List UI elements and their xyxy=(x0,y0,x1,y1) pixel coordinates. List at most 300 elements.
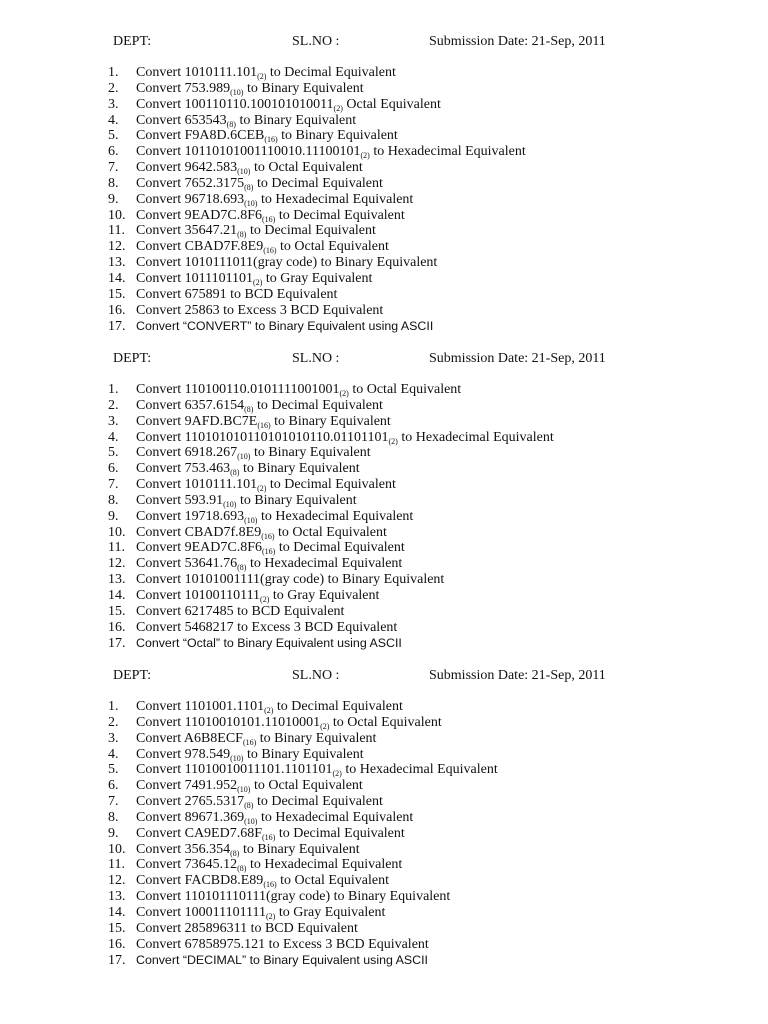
question-number: 4. xyxy=(108,746,119,762)
question-item xyxy=(0,509,768,525)
question-text xyxy=(136,826,405,842)
radix-subscript: (2) xyxy=(332,769,342,779)
question-item xyxy=(0,857,768,873)
question-number: 11. xyxy=(108,540,125,556)
question-number: 16. xyxy=(108,302,126,318)
question-text xyxy=(136,953,428,969)
question-text-part: to Hexadecimal Equivalent xyxy=(246,556,403,572)
radix-subscript: (16) xyxy=(262,832,276,842)
question-item xyxy=(0,810,768,826)
question-text-part: to Octal Equivalent xyxy=(250,160,363,176)
question-number: 2. xyxy=(108,80,119,96)
question-number: 5. xyxy=(108,128,119,144)
question-number: 11. xyxy=(108,857,125,873)
question-text xyxy=(136,905,385,921)
question-text-part: Convert 10101001111(gray code) to Binary Equivalent xyxy=(136,572,445,588)
question-text-part: to Hexadecimal Equivalent xyxy=(257,809,414,825)
question-item xyxy=(0,620,768,636)
question-item xyxy=(0,398,768,414)
radix-subscript: (16) xyxy=(262,547,276,557)
question-item xyxy=(0,477,768,493)
question-text-part: to Octal Equivalent xyxy=(276,873,389,889)
question-text xyxy=(136,160,363,176)
question-text-part: to Decimal Equivalent xyxy=(275,825,405,841)
question-item xyxy=(0,921,768,937)
question-text-part: to Decimal Equivalent xyxy=(273,699,403,714)
worksheet-section-1 xyxy=(0,33,768,334)
question-text-part: Convert 110101010110101010110.01101101 xyxy=(136,429,389,445)
question-text-part: to Decimal Equivalent xyxy=(266,65,396,80)
question-number: 14. xyxy=(108,587,126,603)
radix-subscript: (8) xyxy=(230,848,240,858)
question-number: 14. xyxy=(108,270,126,286)
question-list xyxy=(0,699,768,968)
question-text xyxy=(136,192,413,208)
question-text xyxy=(136,762,498,778)
question-number: 6. xyxy=(108,461,119,477)
question-number: 1. xyxy=(108,699,119,714)
radix-subscript: (2) xyxy=(320,721,330,731)
question-item xyxy=(0,699,768,715)
question-text-part: to Binary Equivalent xyxy=(243,746,364,762)
question-number: 1. xyxy=(108,65,119,80)
question-text-part: Convert 1010111011(gray code) to Binary Equivalent xyxy=(136,255,438,271)
question-number: 5. xyxy=(108,445,119,461)
question-item xyxy=(0,160,768,176)
question-text xyxy=(136,65,396,81)
section-header xyxy=(0,350,768,368)
radix-subscript: (2) xyxy=(266,911,276,921)
question-text xyxy=(136,430,554,446)
radix-subscript: (16) xyxy=(262,214,276,224)
question-item xyxy=(0,192,768,208)
question-text xyxy=(136,810,413,826)
question-number: 2. xyxy=(108,397,119,413)
question-item xyxy=(0,794,768,810)
submission-date: Submission Date: 21-Sep, 2011 xyxy=(429,668,606,683)
question-text xyxy=(136,509,413,525)
question-text xyxy=(136,477,396,493)
question-text xyxy=(136,525,387,541)
question-number: 10. xyxy=(108,207,126,223)
question-text xyxy=(136,731,376,747)
question-text-part: Convert 19718.693 xyxy=(136,508,245,524)
question-text xyxy=(136,636,402,652)
radix-subscript: (10) xyxy=(244,515,258,525)
radix-subscript: (8) xyxy=(226,119,236,129)
question-text-part: Convert 110101110111(gray code) to Binary Equivalent xyxy=(136,889,451,905)
question-number: 17. xyxy=(108,318,126,334)
question-text-part: Convert 67858975.121 to Excess 3 BCD Equivalent xyxy=(136,936,429,952)
question-item xyxy=(0,445,768,461)
question-number: 17. xyxy=(108,635,126,651)
radix-subscript: (10) xyxy=(230,753,244,763)
question-text-part: Convert 1101001.1101 xyxy=(136,699,265,714)
question-number: 3. xyxy=(108,413,119,429)
question-text xyxy=(136,715,442,731)
question-number: 10. xyxy=(108,524,126,540)
question-number: 2. xyxy=(108,714,119,730)
question-number: 5. xyxy=(108,762,119,778)
question-number: 16. xyxy=(108,936,126,952)
question-text-part: Convert 1011101101 xyxy=(136,270,254,286)
question-item xyxy=(0,842,768,858)
question-item xyxy=(0,97,768,113)
question-text-part: to Binary Equivalent xyxy=(256,730,377,746)
question-text-part: to Octal Equivalent xyxy=(250,778,363,794)
question-text-part: Convert 653543 xyxy=(136,112,227,128)
question-text xyxy=(136,794,383,810)
question-text xyxy=(136,604,344,620)
question-text-part: Convert “DECIMAL” to Binary Equivalent using ASCII xyxy=(136,952,428,967)
question-text xyxy=(136,588,379,604)
question-number: 9. xyxy=(108,825,119,841)
question-text-part: to Hexadecimal Equivalent xyxy=(369,144,526,160)
question-text-part: Convert 35647.21 xyxy=(136,223,238,239)
radix-subscript: (16) xyxy=(264,135,278,145)
question-text xyxy=(136,572,444,588)
question-text xyxy=(136,889,450,905)
question-text-part: Convert CBAD7f.8E9 xyxy=(136,524,262,540)
question-text-part: to Decimal Equivalent xyxy=(275,207,405,223)
question-item xyxy=(0,65,768,81)
radix-subscript: (8) xyxy=(230,468,240,478)
question-text-part: Convert 9EAD7C.8F6 xyxy=(136,207,262,223)
question-text xyxy=(136,382,461,398)
question-text xyxy=(136,223,376,239)
question-number: 6. xyxy=(108,144,119,160)
question-number: 7. xyxy=(108,160,119,176)
question-text-part: Convert F9A8D.6CEB xyxy=(136,128,265,144)
question-item xyxy=(0,905,768,921)
question-text-part: Convert 100110110.100101010011 xyxy=(136,96,334,112)
question-text-part: Convert 1010111.101 xyxy=(136,477,258,493)
question-text-part: Convert 7652.3175 xyxy=(136,175,245,191)
question-text xyxy=(136,113,356,129)
question-text-part: to Decimal Equivalent xyxy=(253,794,383,810)
question-text-part: Convert 5468217 to Excess 3 BCD Equivalent xyxy=(136,619,398,635)
question-text xyxy=(136,319,433,335)
question-number: 4. xyxy=(108,112,119,128)
question-number: 12. xyxy=(108,239,126,255)
question-item xyxy=(0,382,768,398)
submission-date: Submission Date: 21-Sep, 2011 xyxy=(429,351,606,366)
question-item xyxy=(0,255,768,271)
question-text xyxy=(136,493,357,509)
question-text-part: Convert 9AFD.BC7E xyxy=(136,413,258,429)
worksheet-section-2 xyxy=(0,350,768,651)
question-item xyxy=(0,493,768,509)
radix-subscript: (2) xyxy=(360,151,370,161)
question-item xyxy=(0,239,768,255)
question-text-part: Convert 356.354 xyxy=(136,841,231,857)
dept-label: DEPT: xyxy=(113,34,152,49)
question-number: 16. xyxy=(108,619,126,635)
question-item xyxy=(0,461,768,477)
question-text-part: to Hexadecimal Equivalent xyxy=(257,191,414,207)
question-text-part: to Binary Equivalent xyxy=(239,841,360,857)
question-text-part: to Decimal Equivalent xyxy=(275,540,405,556)
question-text xyxy=(136,540,405,556)
radix-subscript: (8) xyxy=(237,563,247,573)
question-item xyxy=(0,414,768,430)
question-item xyxy=(0,128,768,144)
question-item xyxy=(0,953,768,969)
question-text xyxy=(136,461,360,477)
question-text-part: to Octal Equivalent xyxy=(276,239,389,255)
question-text xyxy=(136,398,383,414)
question-item xyxy=(0,271,768,287)
question-number: 10. xyxy=(108,841,126,857)
question-text xyxy=(136,287,337,303)
radix-subscript: (10) xyxy=(230,87,244,97)
question-text xyxy=(136,556,402,572)
question-text-part: to Hexadecimal Equivalent xyxy=(341,762,498,778)
question-item xyxy=(0,540,768,556)
radix-subscript: (8) xyxy=(244,182,254,192)
question-text-part: Convert 6357.6154 xyxy=(136,397,245,413)
question-text-part: to Decimal Equivalent xyxy=(253,175,383,191)
question-text-part: to Gray Equivalent xyxy=(269,587,380,603)
section-header xyxy=(0,667,768,685)
question-text xyxy=(136,873,389,889)
question-number: 13. xyxy=(108,255,126,271)
question-text-part: to Binary Equivalent xyxy=(270,413,391,429)
question-item xyxy=(0,319,768,335)
question-number: 8. xyxy=(108,492,119,508)
question-text-part: Convert 53641.76 xyxy=(136,556,238,572)
question-number: 1. xyxy=(108,382,119,397)
question-item xyxy=(0,636,768,652)
question-number: 13. xyxy=(108,572,126,588)
question-number: 7. xyxy=(108,794,119,810)
question-item xyxy=(0,556,768,572)
question-text xyxy=(136,699,403,715)
question-text xyxy=(136,857,402,873)
question-text-part: to Decimal Equivalent xyxy=(246,223,376,239)
question-text xyxy=(136,303,383,319)
question-number: 12. xyxy=(108,556,126,572)
radix-subscript: (2) xyxy=(264,706,274,715)
question-text xyxy=(136,176,383,192)
question-text xyxy=(136,921,358,937)
radix-subscript: (16) xyxy=(261,531,275,541)
question-text xyxy=(136,255,437,271)
question-text-part: Convert 110100110.0101111001001 xyxy=(136,382,340,397)
question-list xyxy=(0,382,768,651)
question-item xyxy=(0,937,768,953)
question-number: 8. xyxy=(108,809,119,825)
question-text-part: Convert 2765.5317 xyxy=(136,794,245,810)
question-text-part: Convert CA9ED7.68F xyxy=(136,825,262,841)
question-text xyxy=(136,144,526,160)
radix-subscript: (8) xyxy=(237,230,247,240)
question-text xyxy=(136,620,397,636)
question-text-part: Octal Equivalent xyxy=(342,96,441,112)
question-text-part: Convert 753.463 xyxy=(136,461,231,477)
question-number: 14. xyxy=(108,904,126,920)
question-number: 9. xyxy=(108,508,119,524)
dept-label: DEPT: xyxy=(113,668,152,683)
radix-subscript: (10) xyxy=(223,499,237,509)
question-text xyxy=(136,128,398,144)
radix-subscript: (16) xyxy=(263,880,277,890)
slno-label: SL.NO : xyxy=(292,351,340,366)
question-text-part: Convert 11010010101.11010001 xyxy=(136,714,321,730)
question-text-part: Convert 6217485 to BCD Equivalent xyxy=(136,603,345,619)
question-list xyxy=(0,65,768,334)
radix-subscript: (10) xyxy=(244,816,258,826)
question-number: 15. xyxy=(108,920,126,936)
radix-subscript: (16) xyxy=(242,737,257,747)
question-text xyxy=(136,842,360,858)
radix-subscript: (2) xyxy=(257,484,267,494)
question-text-part: to Binary Equivalent xyxy=(239,461,360,477)
question-item xyxy=(0,287,768,303)
radix-subscript: (2) xyxy=(253,277,263,287)
question-text-part: to Decimal Equivalent xyxy=(266,477,396,493)
radix-subscript: (8) xyxy=(244,801,254,811)
question-text xyxy=(136,747,364,763)
question-item xyxy=(0,176,768,192)
radix-subscript: (10) xyxy=(237,785,251,795)
question-text-part: to Gray Equivalent xyxy=(275,904,386,920)
question-text-part: Convert 285896311 to BCD Equivalent xyxy=(136,920,358,936)
radix-subscript: (2) xyxy=(339,389,349,398)
question-text-part: to Binary Equivalent xyxy=(277,128,398,144)
question-text xyxy=(136,81,364,97)
question-text-part: to Decimal Equivalent xyxy=(253,397,383,413)
question-number: 7. xyxy=(108,477,119,493)
question-item xyxy=(0,826,768,842)
question-text-part: Convert 11010010011101.1101101 xyxy=(136,762,333,778)
question-text-part: Convert 978.549 xyxy=(136,746,231,762)
question-text-part: to Binary Equivalent xyxy=(250,445,371,461)
radix-subscript: (2) xyxy=(260,594,270,604)
question-text-part: Convert 9EAD7C.8F6 xyxy=(136,540,262,556)
question-number: 9. xyxy=(108,191,119,207)
question-number: 6. xyxy=(108,778,119,794)
question-item xyxy=(0,747,768,763)
question-item xyxy=(0,303,768,319)
radix-subscript: (2) xyxy=(333,103,343,113)
slno-label: SL.NO : xyxy=(292,34,340,49)
question-text-part: Convert 73645.12 xyxy=(136,857,238,873)
question-text xyxy=(136,778,363,794)
question-text-part: Convert 7491.952 xyxy=(136,778,238,794)
radix-subscript: (16) xyxy=(263,246,277,256)
question-text xyxy=(136,271,372,287)
worksheet-section-3 xyxy=(0,667,768,968)
question-text-part: to Octal Equivalent xyxy=(348,382,462,397)
question-text-part: to Binary Equivalent xyxy=(243,80,364,96)
question-text-part: Convert “Octal” to Binary Equivalent using ASCII xyxy=(136,635,402,650)
question-item xyxy=(0,873,768,889)
question-text xyxy=(136,239,389,255)
question-item xyxy=(0,81,768,97)
question-text-part: to Octal Equivalent xyxy=(274,524,387,540)
question-text-part: Convert CBAD7F.8E9 xyxy=(136,239,264,255)
question-text-part: Convert 10100110111 xyxy=(136,587,261,603)
question-text-part: Convert FACBD8.E89 xyxy=(136,873,264,889)
question-text-part: Convert 675891 to BCD Equivalent xyxy=(136,286,338,302)
question-number: 3. xyxy=(108,730,119,746)
question-text xyxy=(136,937,429,953)
question-text-part: Convert 100011101111 xyxy=(136,904,267,920)
question-text-part: to Hexadecimal Equivalent xyxy=(257,508,414,524)
question-number: 3. xyxy=(108,96,119,112)
question-number: 11. xyxy=(108,223,125,239)
section-header xyxy=(0,33,768,51)
question-text-part: Convert 89671.369 xyxy=(136,809,245,825)
dept-label: DEPT: xyxy=(113,351,152,366)
question-item xyxy=(0,430,768,446)
question-text-part: Convert 25863 to Excess 3 BCD Equivalent xyxy=(136,302,384,318)
radix-subscript: (2) xyxy=(257,72,267,81)
question-text-part: to Binary Equivalent xyxy=(235,112,357,128)
question-text-part: Convert 6918.267 xyxy=(136,445,238,461)
radix-subscript: (8) xyxy=(244,404,254,414)
question-text-part: Convert 96718.693 xyxy=(136,191,245,207)
question-text xyxy=(136,445,371,461)
question-item xyxy=(0,113,768,129)
question-item xyxy=(0,715,768,731)
question-text xyxy=(136,97,441,113)
question-item xyxy=(0,588,768,604)
question-number: 4. xyxy=(108,429,119,445)
question-item xyxy=(0,208,768,224)
question-text xyxy=(136,414,391,430)
question-text-part: to Hexadecimal Equivalent xyxy=(246,857,403,873)
question-item xyxy=(0,223,768,239)
question-item xyxy=(0,572,768,588)
question-item xyxy=(0,604,768,620)
question-text-part: Convert A6B8ECF xyxy=(136,730,243,746)
question-text-part: Convert “CONVERT” to Binary Equivalent using ASCII xyxy=(136,318,434,333)
radix-subscript: (8) xyxy=(237,864,247,874)
question-text-part: Convert 10110101001110010.11100101 xyxy=(136,144,361,160)
question-number: 12. xyxy=(108,873,126,889)
question-item xyxy=(0,525,768,541)
question-item xyxy=(0,731,768,747)
question-number: 17. xyxy=(108,952,126,968)
question-item xyxy=(0,778,768,794)
question-item xyxy=(0,889,768,905)
question-text-part: Convert 753.989 xyxy=(136,80,231,96)
slno-label: SL.NO : xyxy=(292,668,340,683)
question-text-part: Convert 9642.583 xyxy=(136,160,238,176)
radix-subscript: (10) xyxy=(237,452,251,462)
question-number: 15. xyxy=(108,603,126,619)
question-number: 13. xyxy=(108,889,126,905)
question-text xyxy=(136,208,405,224)
radix-subscript: (2) xyxy=(388,436,398,446)
question-text-part: to Binary Equivalent xyxy=(236,492,357,508)
question-text-part: Convert 593.91 xyxy=(136,492,224,508)
question-text-part: to Octal Equivalent xyxy=(329,714,442,730)
radix-subscript: (16) xyxy=(257,420,271,430)
question-item xyxy=(0,144,768,160)
radix-subscript: (10) xyxy=(237,167,251,177)
question-text-part: Convert 1010111.101 xyxy=(136,65,258,80)
question-number: 15. xyxy=(108,286,126,302)
question-text-part: to Gray Equivalent xyxy=(262,270,373,286)
submission-date: Submission Date: 21-Sep, 2011 xyxy=(429,34,606,49)
question-number: 8. xyxy=(108,175,119,191)
question-item xyxy=(0,762,768,778)
radix-subscript: (10) xyxy=(244,198,258,208)
question-text-part: to Hexadecimal Equivalent xyxy=(397,429,554,445)
